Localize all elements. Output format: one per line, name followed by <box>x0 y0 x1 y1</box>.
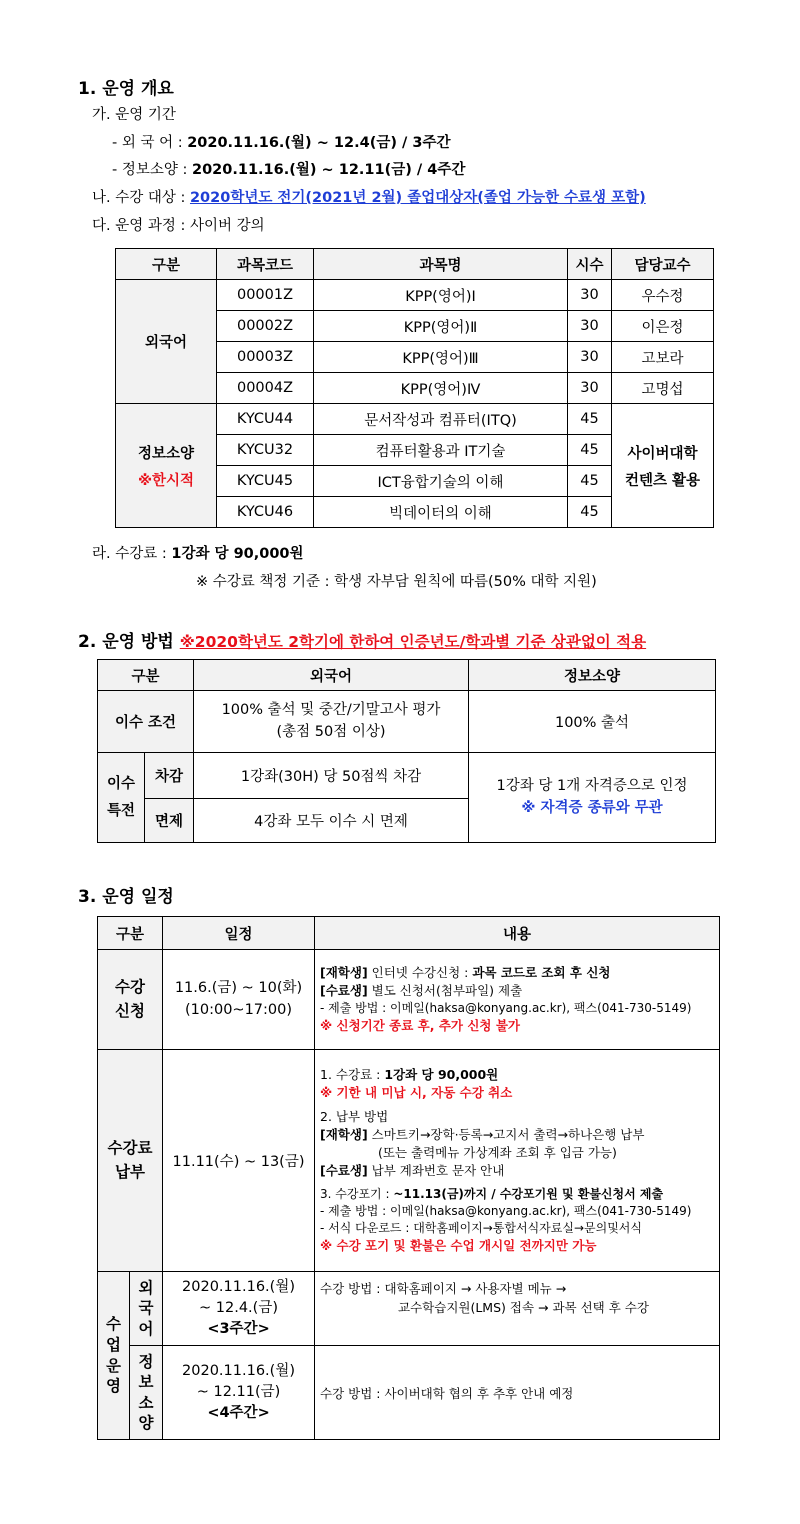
pay-tag-student: [재학생] <box>320 1127 368 1143</box>
run-foreign-date <box>163 1272 315 1346</box>
condition-label: 이수 조건 <box>98 691 194 753</box>
course-table <box>115 248 714 528</box>
method-table <box>97 659 716 843</box>
info-professor-line-1: 사이버대학 <box>627 445 698 462</box>
course-name: KPP(영어)Ⅲ <box>314 342 568 373</box>
run-info-date <box>163 1346 315 1440</box>
apply-line-3: - 제출 방법 : 이메일(haksa@konyang.ac.kr), 팩스(041-730-5149) <box>320 1000 692 1015</box>
course-code: KYCU46 <box>217 497 314 528</box>
run-info-line-1: 수강 방법 : 사이버대학 협의 후 추후 안내 예정 <box>320 1385 574 1401</box>
schedule-header-date: 일정 <box>163 917 315 950</box>
col-header-category: 구분 <box>116 249 217 280</box>
table-row <box>116 280 714 311</box>
course-code: 00004Z <box>217 373 314 404</box>
method-header-info: 정보소양 <box>469 660 716 691</box>
pay-line-5: (또는 출력메뉴 가상계좌 조회 후 입금 가능) <box>378 1144 617 1160</box>
section-3-title: 3. 운영 일정 <box>78 887 174 907</box>
course-hours: 45 <box>568 497 612 528</box>
course-type: 다. 운영 과정 : 사이버 강의 <box>92 218 265 234</box>
pay-line-7b: ~11.13(금)까지 / 수강포기원 및 환불신청서 제출 <box>393 1187 664 1202</box>
course-hours: 45 <box>568 466 612 497</box>
pay-label <box>98 1050 163 1272</box>
run-foreign-char: 어 <box>138 1319 154 1338</box>
period-title: 가. 운영 기간 <box>92 107 176 123</box>
pay-tag-graduate: [수료생] <box>320 1162 368 1178</box>
run-foreign-char: 국 <box>138 1299 154 1318</box>
course-code: 00002Z <box>217 311 314 342</box>
method-header-category: 구분 <box>98 660 194 691</box>
fee-value: 1강좌 당 90,000원 <box>171 546 304 562</box>
deduct-label: 차감 <box>145 753 194 799</box>
run-foreign-line-2: 교수학습지원(LMS) 접속 → 과목 선택 후 수강 <box>398 1299 649 1315</box>
deduct-value: 1강좌(30H) 당 50점씩 차감 <box>194 753 469 799</box>
run-info-date-3: <4주간> <box>207 1405 270 1421</box>
exempt-value: 4강좌 모두 이수 시 면제 <box>194 799 469 843</box>
course-hours: 45 <box>568 404 612 435</box>
group-info-note: ※한시적 <box>137 472 195 489</box>
schedule-table <box>97 916 720 1440</box>
apply-line-2: 별도 신청서(첨부파일) 제출 <box>367 982 523 998</box>
run-label <box>98 1272 130 1440</box>
col-header-professor: 담당교수 <box>612 249 714 280</box>
course-hours: 30 <box>568 311 612 342</box>
group-info-label: 정보소양 <box>137 445 195 462</box>
course-name: KPP(영어)Ⅳ <box>314 373 568 404</box>
course-code: KYCU32 <box>217 435 314 466</box>
condition-foreign-line-1: 100% 출석 및 중간/기말고사 평가 <box>221 702 441 719</box>
course-professor: 고보라 <box>612 342 714 373</box>
group-info <box>116 404 217 528</box>
pay-line-10: ※ 수강 포기 및 환불은 수업 개시일 전까지만 가능 <box>320 1238 597 1254</box>
course-name: ICT융합기술의 이해 <box>314 466 568 497</box>
apply-date-line-1: 11.6.(금) ~ 10(화) <box>174 979 303 996</box>
course-hours: 30 <box>568 342 612 373</box>
section-2-title-text: 2. 운영 방법 <box>78 632 174 652</box>
run-foreign-date-2: ~ 12.4.(금) <box>199 1299 278 1316</box>
course-code: 00003Z <box>217 342 314 373</box>
apply-label-line-1: 수강 <box>115 978 145 997</box>
pay-line-1a: 1. 수강료 : <box>320 1066 385 1082</box>
col-header-name: 과목명 <box>314 249 568 280</box>
apply-content <box>315 950 720 1050</box>
course-hours: 45 <box>568 435 612 466</box>
period-info-value: 2020.11.16.(월) ~ 12.11(금) / 4주간 <box>191 162 466 178</box>
run-foreign-char: 외 <box>138 1279 154 1298</box>
section-2-title-note: ※2020학년도 2학기에 한하여 인증년도/학과별 기준 상관없이 적용 <box>179 633 647 651</box>
pay-line-1b: 1강좌 당 90,000원 <box>384 1066 499 1082</box>
run-info-label <box>130 1346 163 1440</box>
run-info-char: 보 <box>138 1373 154 1392</box>
course-name: 빅데이터의 이해 <box>314 497 568 528</box>
fee-label: 라. 수강료 : <box>92 546 172 562</box>
course-code: 00001Z <box>217 280 314 311</box>
course-professor: 이은정 <box>612 311 714 342</box>
target-value: 2020학년도 전기(2021년 2월) 졸업대상자(졸업 가능한 수료생 포함) <box>189 190 646 206</box>
pay-line-8: - 제출 방법 : 이메일(haksa@konyang.ac.kr), 팩스(041-730-5149) <box>320 1204 692 1219</box>
apply-label <box>98 950 163 1050</box>
schedule-header-category: 구분 <box>98 917 163 950</box>
run-info-char: 소 <box>138 1393 154 1412</box>
apply-line-4: ※ 신청기간 종료 후, 추가 신청 불가 <box>320 1018 521 1034</box>
period-info <box>112 158 465 179</box>
info-professor-line-2: 컨텐츠 활용 <box>624 472 701 489</box>
info-professor <box>612 404 714 528</box>
run-info-date-1: 2020.11.16.(월) <box>182 1362 295 1379</box>
run-info-content <box>315 1346 720 1440</box>
pay-content <box>315 1050 720 1272</box>
run-label-char: 영 <box>106 1377 121 1396</box>
method-header-foreign: 외국어 <box>194 660 469 691</box>
pay-line-2: ※ 기한 내 미납 시, 자동 수강 취소 <box>320 1084 513 1100</box>
info-benefit-line-1: 1강좌 당 1개 자격증으로 인정 <box>496 778 688 795</box>
exempt-label: 면제 <box>145 799 194 843</box>
col-header-hours: 시수 <box>568 249 612 280</box>
pay-line-9: - 서식 다운로드 : 대학홈페이지→통합서식자료실→문의및서식 <box>320 1221 642 1236</box>
pay-line-6: 납부 계좌번호 문자 안내 <box>367 1162 505 1178</box>
condition-foreign <box>194 691 469 753</box>
fee <box>92 542 304 563</box>
run-info-char: 정 <box>138 1353 154 1372</box>
group-foreign: 외국어 <box>116 280 217 404</box>
course-name: 컴퓨터활용과 IT기술 <box>314 435 568 466</box>
benefit-label <box>98 753 145 843</box>
table-row <box>116 404 714 435</box>
pay-line-7a: 3. 수강포기 : <box>320 1187 394 1202</box>
course-name: KPP(영어)Ⅱ <box>314 311 568 342</box>
target-label: 나. 수강 대상 : <box>92 190 190 206</box>
period-info-label: - 정보소양 : <box>112 162 192 178</box>
run-foreign-label <box>130 1272 163 1346</box>
apply-line-1a: 인터넷 수강신청 : <box>367 964 473 980</box>
run-foreign-content <box>315 1272 720 1346</box>
run-label-char: 수 <box>106 1314 121 1333</box>
run-foreign-line-1: 수강 방법 : 대학홈페이지 → 사용자별 메뉴 → <box>320 1281 567 1296</box>
apply-date <box>163 950 315 1050</box>
course-name: 문서작성과 컴퓨터(ITQ) <box>314 404 568 435</box>
run-info-date-2: ~ 12.11(금) <box>196 1383 281 1400</box>
period-foreign <box>112 131 450 152</box>
course-hours: 30 <box>568 373 612 404</box>
pay-line-3: 2. 납부 방법 <box>320 1109 389 1125</box>
course-code: KYCU45 <box>217 466 314 497</box>
run-label-char: 운 <box>106 1356 121 1375</box>
info-benefit-line-2: ※ 자격증 종류와 무관 <box>521 799 663 816</box>
condition-foreign-line-2: (총점 50점 이상) <box>276 723 386 740</box>
section-2-title <box>78 627 646 652</box>
course-hours: 30 <box>568 280 612 311</box>
condition-info: 100% 출석 <box>469 691 716 753</box>
pay-label-line-2: 납부 <box>115 1162 145 1181</box>
run-foreign-date-3: <3주간> <box>207 1321 270 1337</box>
course-code: KYCU44 <box>217 404 314 435</box>
period-foreign-value: 2020.11.16.(월) ~ 12.4(금) / 3주간 <box>187 135 451 151</box>
run-info-char: 양 <box>138 1413 154 1432</box>
pay-line-4: 스마트키→장학·등록→고지서 출력→하나은행 납부 <box>367 1127 645 1143</box>
pay-date: 11.11(수) ~ 13(금) <box>163 1050 315 1272</box>
col-header-code: 과목코드 <box>217 249 314 280</box>
benefit-label-line-1: 이수 <box>106 776 135 793</box>
course-professor: 우수정 <box>612 280 714 311</box>
fee-note: ※ 수강료 책정 기준 : 학생 자부담 원칙에 따름(50% 대학 지원) <box>196 574 597 590</box>
apply-tag-student: [재학생] <box>320 964 368 980</box>
run-foreign-date-1: 2020.11.16.(월) <box>182 1278 295 1295</box>
course-professor: 고명섭 <box>612 373 714 404</box>
apply-date-line-2: (10:00~17:00) <box>184 1001 293 1018</box>
benefit-label-line-2: 특전 <box>106 802 135 819</box>
schedule-header-content: 내용 <box>315 917 720 950</box>
section-1-title: 1. 운영 개요 <box>78 79 174 99</box>
pay-label-line-1: 수강료 <box>107 1139 153 1158</box>
apply-line-1b: 과목 코드로 조회 후 신청 <box>472 964 611 980</box>
run-label-char: 업 <box>106 1335 121 1354</box>
apply-tag-graduate: [수료생] <box>320 982 368 998</box>
target <box>92 186 646 207</box>
info-benefit <box>469 753 716 843</box>
period-foreign-label: - 외 국 어 : <box>112 135 188 151</box>
course-name: KPP(영어)Ⅰ <box>314 280 568 311</box>
apply-label-line-2: 신청 <box>115 1001 145 1020</box>
